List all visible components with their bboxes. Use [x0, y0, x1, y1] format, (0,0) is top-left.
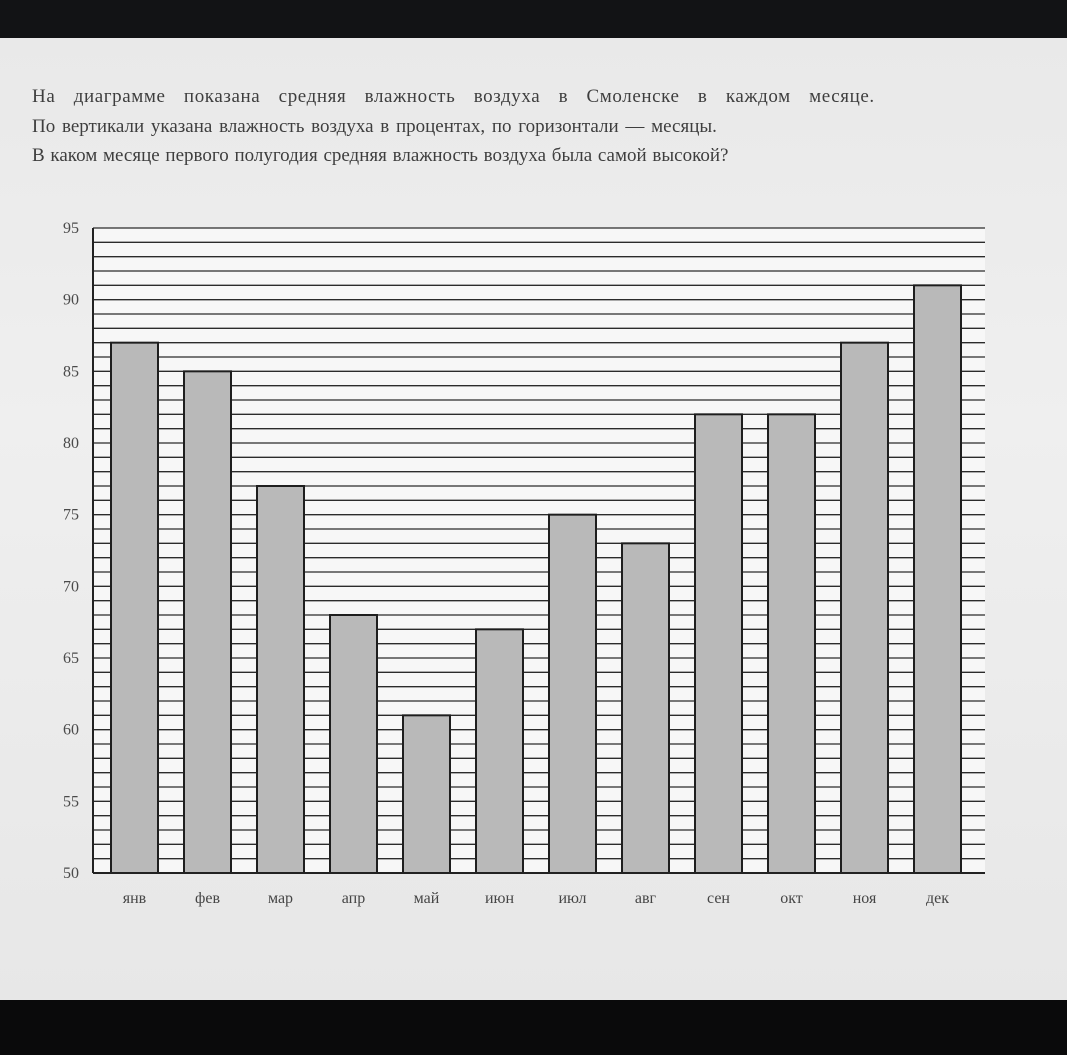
bar-май — [403, 715, 450, 873]
x-tick-label-ноя: ноя — [852, 890, 877, 907]
bar-авг — [622, 543, 669, 873]
y-tick-label: 50 — [63, 865, 79, 882]
x-tick-label-сен: сен — [707, 890, 730, 907]
x-tick-label-июн: июн — [484, 890, 515, 907]
x-tick-label-янв: янв — [122, 890, 147, 907]
y-tick-label: 85 — [63, 363, 79, 381]
y-tick-label: 65 — [63, 650, 79, 667]
x-tick-label-апр: апр — [341, 890, 366, 907]
y-tick-label: 55 — [63, 793, 79, 811]
y-tick-label: 90 — [63, 291, 79, 309]
bar-мар — [257, 486, 304, 873]
x-tick-label-дек: дек — [925, 890, 950, 907]
question-line-2: По вертикали указана влажность воздуха в процентах, по горизонтали — месяцы. — [32, 116, 717, 137]
bar-июн — [476, 629, 523, 873]
x-tick-label-авг: авг — [634, 890, 657, 907]
y-tick-label: 75 — [63, 506, 79, 524]
bar-сен — [695, 414, 742, 873]
x-tick-label-июл: июл — [558, 890, 587, 907]
bar-ноя — [841, 343, 888, 873]
bar-дек — [914, 285, 961, 873]
bar-фев — [184, 371, 231, 873]
y-tick-label: 60 — [63, 721, 79, 739]
x-axis-category-labels — [123, 890, 949, 907]
x-tick-label-май: май — [413, 890, 440, 907]
x-tick-label-мар: мар — [267, 890, 294, 907]
x-tick-label-окт: окт — [780, 890, 803, 907]
question-line-1: На диаграмме показана средняя влажность воздуха в Смоленске в каждом месяце. — [32, 86, 875, 107]
bar-июл — [549, 515, 596, 873]
bar-окт — [768, 414, 815, 873]
bar-янв — [111, 343, 158, 873]
y-tick-label: 80 — [63, 435, 79, 452]
question-line-3: В каком месяце первого полугодия средняя влажность воздуха была самой высокой? — [32, 145, 729, 166]
y-axis-tick-labels — [63, 220, 79, 882]
x-tick-label-фев: фев — [194, 890, 221, 907]
y-tick-label: 95 — [63, 220, 79, 237]
y-tick-label: 70 — [63, 578, 79, 596]
bar-апр — [330, 615, 377, 873]
